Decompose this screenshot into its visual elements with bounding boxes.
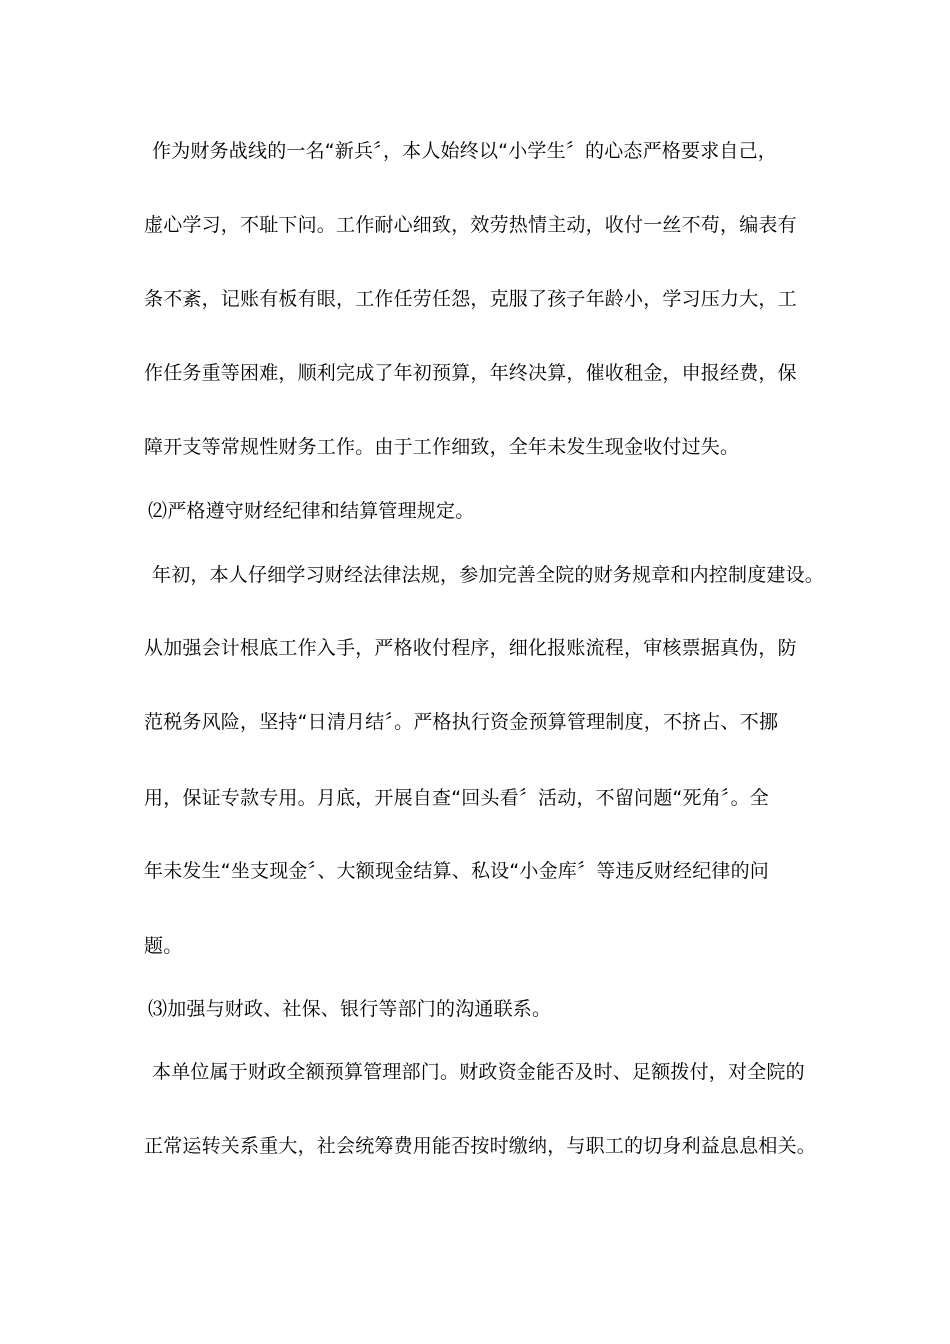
paragraph-line: 用，保证专款专用。月底，开展自查“回头看〞活动，不留问题“死角〞。全: [144, 787, 769, 809]
paragraph-line: 障开支等常规性财务工作。由于工作细致，全年未发生现金收付过失。: [144, 436, 740, 458]
section-heading: ⑶加强与财政、社保、银行等部门的沟通联系。: [148, 998, 552, 1020]
paragraph-line: 虚心学习，不耻下问。工作耐心细致，效劳热情主动，收付一丝不苟，编表有: [144, 214, 797, 236]
paragraph-line: 范税务风险，坚持“日清月结〞。严格执行资金预算管理制度，不挤占、不挪: [144, 711, 779, 733]
paragraph-line: 作为财务战线的一名“新兵〞，本人始终以“小学生〞的心态严格要求自己，: [152, 140, 777, 162]
paragraph-line: 本单位属于财政全额预算管理部门。财政资金能否及时、足额拨付，对全院的: [152, 1061, 805, 1083]
paragraph-line: 年未发生“坐支现金〞、大额现金结算、私设“小金库〞等违反财经纪律的问: [144, 860, 769, 882]
paragraph-line: 正常运转关系重大，社会统筹费用能否按时缴纳，与职工的切身利益息息相关。: [144, 1135, 817, 1157]
paragraph-line: 作任务重等困难，顺利完成了年初预算，年终决算，催收租金，申报经费，保: [144, 362, 797, 384]
section-heading: ⑵严格遵守财经纪律和结算管理规定。: [148, 500, 475, 522]
paragraph-line: 从加强会计根底工作入手，严格收付程序，细化报账流程，审核票据真伪，防: [144, 637, 797, 659]
paragraph-line: 年初，本人仔细学习财经法律法规，参加完善全院的财务规章和内控制度建设。: [152, 564, 825, 586]
paragraph-line: 条不紊，记账有板有眼，工作任劳任怨，克服了孩子年龄小，学习压力大，工: [144, 288, 797, 310]
paragraph-line: 题。: [144, 935, 183, 957]
